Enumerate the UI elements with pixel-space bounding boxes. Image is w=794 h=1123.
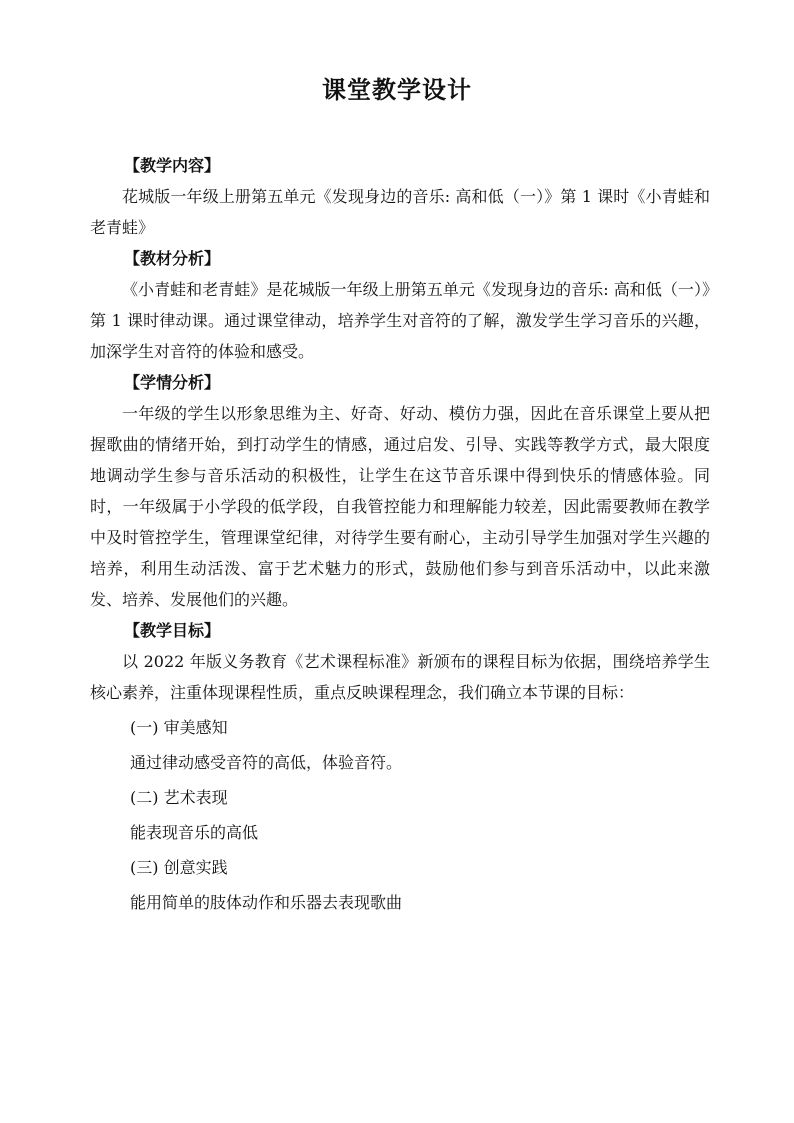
- goal-label-practice: (三) 创意实践: [130, 858, 228, 877]
- goal-text-expression: 能表现音乐的高低: [130, 823, 259, 842]
- goal-text-practice: 能用简单的肢体动作和乐器去表现歌曲: [130, 893, 403, 912]
- section-text-goals: 以 2022 年版义务教育《艺术课程标准》新颁布的课程目标为依据，围绕培养学生核心素养，注重体现课程性质，重点反映课程理念，我们确立本节课的目标：: [90, 652, 710, 702]
- document-body: [90, 150, 710, 918]
- goal-label-aesthetic: (一) 审美感知: [130, 718, 228, 737]
- page-title: 课堂教学设计: [322, 76, 472, 104]
- section-text-content: 花城版一年级上册第五单元《发现身边的音乐: 高和低（一）》第 1 课时《小青蛙和老青蛙》: [90, 187, 710, 237]
- goal-label-expression: (二) 艺术表现: [130, 788, 228, 807]
- section-heading-goals: 【教学目标】: [124, 621, 221, 640]
- section-heading-content: 【教学内容】: [124, 156, 221, 175]
- section-text-material: 《小青蛙和老青蛙》是花城版一年级上册第五单元《发现身边的音乐: 高和低（一）》第 1 课时律动课。通过课堂律动，培养学生对音符的了解，激发学生学习音乐的兴趣，加深学生对音符的体验和感受。: [90, 280, 710, 361]
- section-heading-material: 【教材分析】: [124, 249, 221, 268]
- goal-text-aesthetic: 通过律动感受音符的高低，体验音符。: [130, 753, 403, 772]
- section-heading-students: 【学情分析】: [124, 373, 221, 392]
- section-text-students: 一年级的学生以形象思维为主、好奇、好动、模仿力强，因此在音乐课堂上要从把握歌曲的情绪开始，到打动学生的情感，通过启发、引导、实践等教学方式，最大限度地调动学生参与音乐活动的积极性，让学生在这节音乐课中得到快乐的情感体验。同时，一年级属于小学段的低学段，自我管控能力和理解能力较差，因此需要教师在教学中及时管控学生，管理课堂纪律，对待学生要有耐心，主动引导学生加强对学生兴趣的培养，利用生动活泼、富于艺术魅力的形式，鼓励他们参与到音乐活动中，以此来激发、培养、发展他们的兴趣。: [90, 404, 710, 609]
